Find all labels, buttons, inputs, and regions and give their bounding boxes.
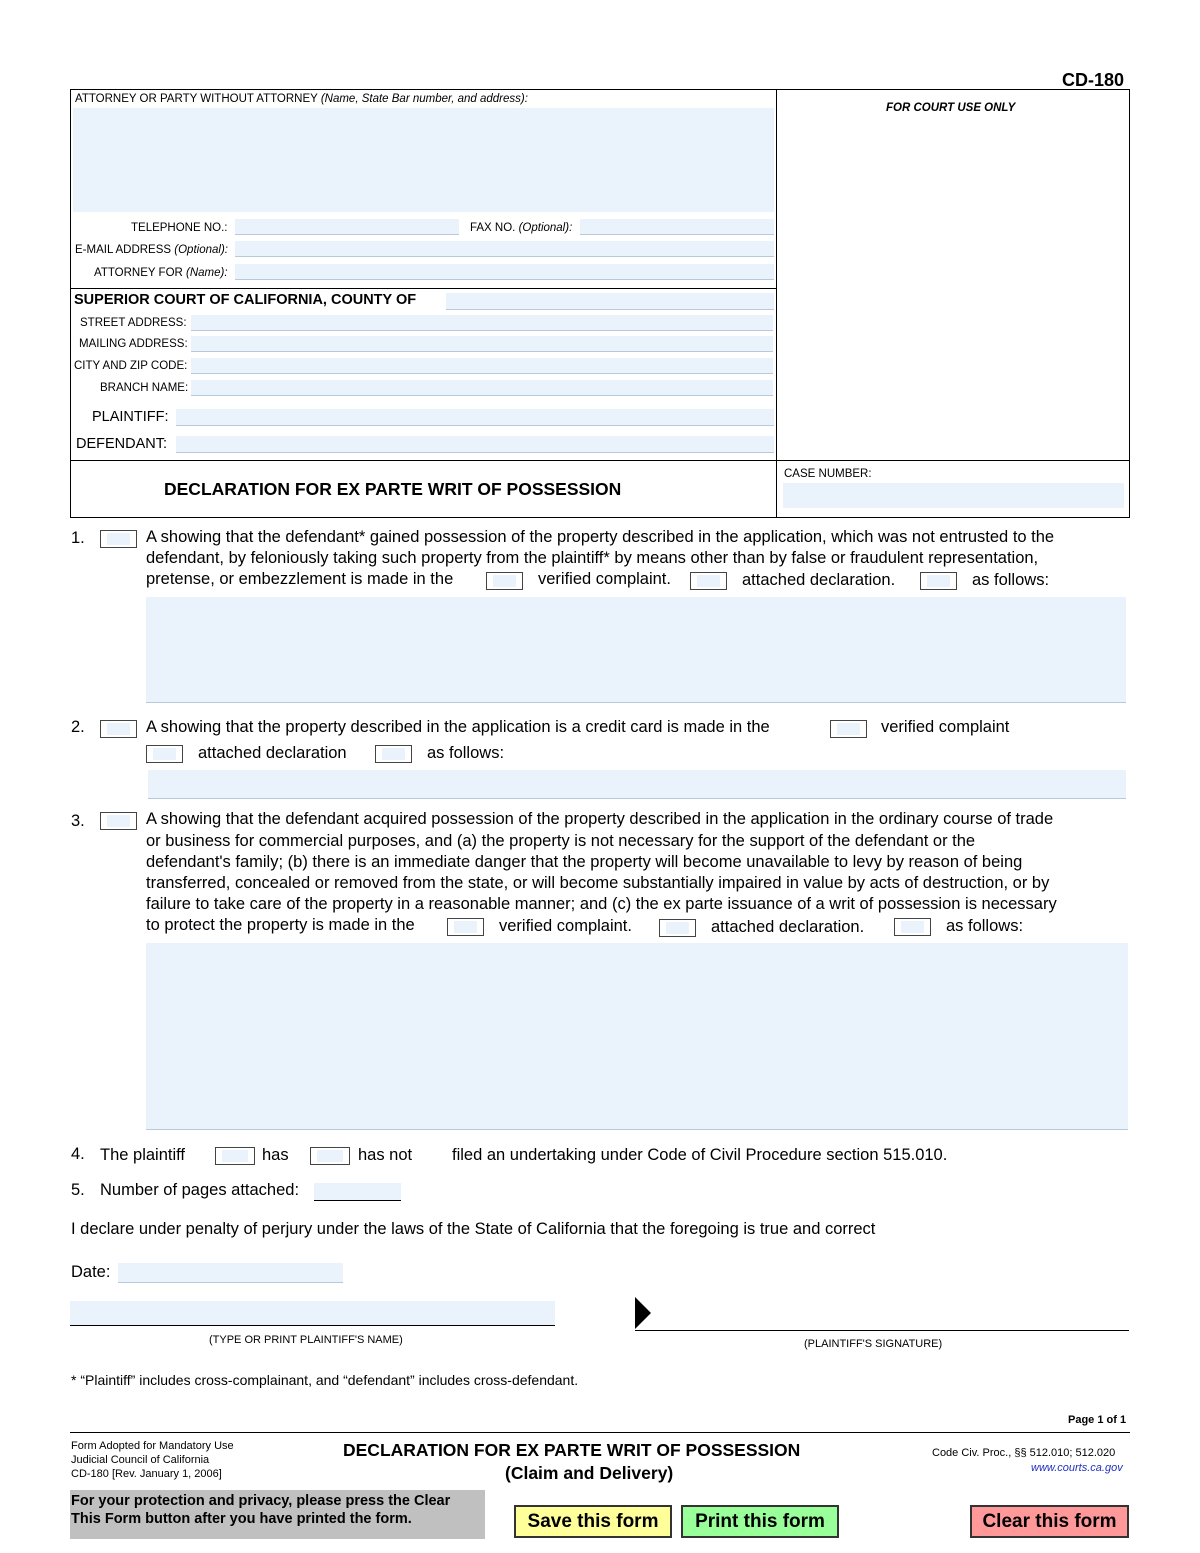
clear-form-button[interactable]: Clear this form <box>970 1505 1129 1538</box>
privacy-notice-line-1: For your protection and privacy, please press the Clear <box>71 1493 451 1509</box>
footer-rule <box>70 1432 1130 1433</box>
item-4-has-not-label: has not <box>358 1146 413 1164</box>
form-number: CD-180 <box>1062 70 1125 90</box>
fax-field[interactable] <box>580 219 774 235</box>
item-3-line-4: transferred, concealed or removed from the state, or will become substantially impaired in value by acts of destruction, or by <box>146 874 1050 892</box>
mailing-address-field[interactable] <box>191 336 773 352</box>
item-3-verified-complaint-checkbox[interactable] <box>447 918 484 936</box>
plaintiff-name-caption: (TYPE OR PRINT PLAINTIFF'S NAME) <box>209 1334 403 1346</box>
item-4-has-checkbox[interactable] <box>215 1147 255 1165</box>
footer-subtitle: (Claim and Delivery) <box>505 1463 674 1483</box>
street-address-label: STREET ADDRESS: <box>80 317 187 329</box>
defendant-field[interactable] <box>176 436 774 453</box>
item-3-line-2: or business for commercial purposes, and (a) the property is not necessary for the support of the defendant or the <box>146 832 976 850</box>
item-3-as-follows-label: as follows: <box>946 917 1024 935</box>
item-2-text-area[interactable] <box>148 770 1126 799</box>
branch-name-field[interactable] <box>191 380 773 396</box>
date-label: Date: <box>71 1263 111 1281</box>
attorney-for-field[interactable] <box>235 264 774 280</box>
item-1-attached-declaration-label: attached declaration. <box>742 571 896 589</box>
adopted-line-2: Judicial Council of California <box>71 1454 210 1466</box>
signature-arrow-icon <box>635 1297 651 1329</box>
city-zip-field[interactable] <box>191 358 773 374</box>
case-number-field[interactable] <box>783 483 1124 508</box>
plaintiff-field[interactable] <box>176 409 774 426</box>
item-3-checkbox[interactable] <box>100 812 137 830</box>
footnote: * “Plaintiff” includes cross-complainant, and “defendant” includes cross-defendant. <box>71 1372 579 1388</box>
item-3-line-5: failure to take care of the property in a reasonable manner; and (c) the ex parte issuance of a writ of possession is necessary <box>146 895 1057 913</box>
item-1-line-1: A showing that the defendant* gained possession of the property described in the application, which was not entrusted to the <box>146 528 1055 546</box>
item-4-has-not-checkbox[interactable] <box>310 1147 350 1165</box>
item-3-number: 3. <box>71 812 85 830</box>
item-3-attached-declaration-checkbox[interactable] <box>659 919 696 937</box>
mailing-address-label: MAILING ADDRESS: <box>79 338 188 350</box>
save-form-button[interactable]: Save this form <box>514 1505 672 1538</box>
email-label: E-MAIL ADDRESS (Optional): <box>75 244 228 256</box>
item-5-label: Number of pages attached: <box>100 1181 300 1199</box>
adopted-line-3: CD-180 [Rev. January 1, 2006] <box>71 1468 222 1480</box>
item-1-verified-complaint-checkbox[interactable] <box>486 572 523 590</box>
signature-line <box>635 1330 1129 1331</box>
signature-caption: (PLAINTIFF'S SIGNATURE) <box>804 1338 943 1350</box>
adopted-line-1: Form Adopted for Mandatory Use <box>71 1440 234 1452</box>
court-county-label: SUPERIOR COURT OF CALIFORNIA, COUNTY OF <box>74 292 417 308</box>
item-2-checkbox[interactable] <box>100 720 137 738</box>
item-3-line-1: A showing that the defendant acquired possession of the property described in the application in the ordinary course of trade <box>146 810 1054 828</box>
item-5-number: 5. <box>71 1181 85 1199</box>
print-form-button[interactable]: Print this form <box>681 1505 839 1538</box>
case-number-label: CASE NUMBER: <box>784 468 872 480</box>
title-divider <box>70 460 1130 461</box>
item-2-attached-declaration-label: attached declaration <box>198 744 347 762</box>
item-2-verified-complaint-checkbox[interactable] <box>830 720 867 738</box>
defendant-label: DEFENDANT: <box>76 436 168 452</box>
item-2-attached-declaration-checkbox[interactable] <box>146 745 183 763</box>
item-2-verified-complaint-label: verified complaint <box>881 718 1010 736</box>
item-2-number: 2. <box>71 718 85 736</box>
item-3-verified-complaint-label: verified complaint. <box>499 917 632 935</box>
attorney-label: ATTORNEY OR PARTY WITHOUT ATTORNEY (Name, State Bar number, and address): <box>75 93 528 105</box>
page-number: Page 1 of 1 <box>1068 1414 1127 1426</box>
item-1-line-3: pretense, or embezzlement is made in the <box>146 570 454 588</box>
item-4-number: 4. <box>71 1145 85 1163</box>
item-3-attached-declaration-label: attached declaration. <box>711 918 865 936</box>
item-3-as-follows-checkbox[interactable] <box>894 918 931 936</box>
footer-title: DECLARATION FOR EX PARTE WRIT OF POSSESSION <box>343 1440 801 1460</box>
telephone-field[interactable] <box>235 219 459 235</box>
item-1-line-2: defendant, by feloniously taking such property from the plaintiff* by means other than by false or fraudulent representation, <box>146 549 1039 567</box>
item-1-verified-complaint-label: verified complaint. <box>538 570 671 588</box>
attorney-name-address-field[interactable] <box>73 108 774 212</box>
item-4-lead: The plaintiff <box>100 1146 185 1164</box>
privacy-notice-box <box>70 1490 485 1539</box>
declaration-text: I declare under penalty of perjury under the laws of the State of California that the foregoing is true and correct <box>71 1220 876 1238</box>
city-zip-label: CITY AND ZIP CODE: <box>74 360 188 372</box>
county-field[interactable] <box>446 293 774 310</box>
pages-attached-field[interactable] <box>314 1183 401 1201</box>
item-1-attached-declaration-checkbox[interactable] <box>690 572 727 590</box>
attorney-for-label: ATTORNEY FOR (Name): <box>94 267 228 279</box>
item-4-tail: filed an undertaking under Code of Civil Procedure section 515.010. <box>452 1146 948 1164</box>
item-1-number: 1. <box>71 529 85 547</box>
item-2-line-1: A showing that the property described in the application is a credit card is made in the <box>146 718 770 736</box>
item-3-line-6: to protect the property is made in the <box>146 916 415 934</box>
branch-name-label: BRANCH NAME: <box>100 382 189 394</box>
item-1-text-area[interactable] <box>146 597 1126 703</box>
item-1-checkbox[interactable] <box>100 530 137 548</box>
plaintiff-name-field[interactable] <box>70 1301 555 1326</box>
fax-label: FAX NO. (Optional): <box>470 222 573 234</box>
item-4-has-label: has <box>262 1146 289 1164</box>
form-title: DECLARATION FOR EX PARTE WRIT OF POSSESSION <box>164 479 622 499</box>
plaintiff-label: PLAINTIFF: <box>92 409 169 425</box>
date-field[interactable] <box>118 1263 343 1283</box>
street-address-field[interactable] <box>191 315 773 331</box>
item-3-line-3: defendant's family; (b) there is an immediate danger that the property will become unavailable to levy by reason of being <box>146 853 1023 871</box>
court-use-only-label: FOR COURT USE ONLY <box>886 102 1016 114</box>
code-reference: Code Civ. Proc., §§ 512.010; 512.020 <box>932 1447 1116 1459</box>
header-vertical-divider <box>776 89 777 518</box>
item-3-text-area[interactable] <box>146 943 1128 1130</box>
item-1-as-follows-label: as follows: <box>972 571 1050 589</box>
privacy-notice-line-2: This Form button after you have printed the form. <box>71 1511 412 1527</box>
item-1-as-follows-checkbox[interactable] <box>920 572 957 590</box>
item-2-as-follows-label: as follows: <box>427 744 505 762</box>
item-2-as-follows-checkbox[interactable] <box>375 745 412 763</box>
court-divider <box>70 288 777 289</box>
courts-website-link[interactable]: www.courts.ca.gov <box>1031 1462 1123 1474</box>
telephone-label: TELEPHONE NO.: <box>131 222 228 234</box>
email-field[interactable] <box>235 241 774 257</box>
